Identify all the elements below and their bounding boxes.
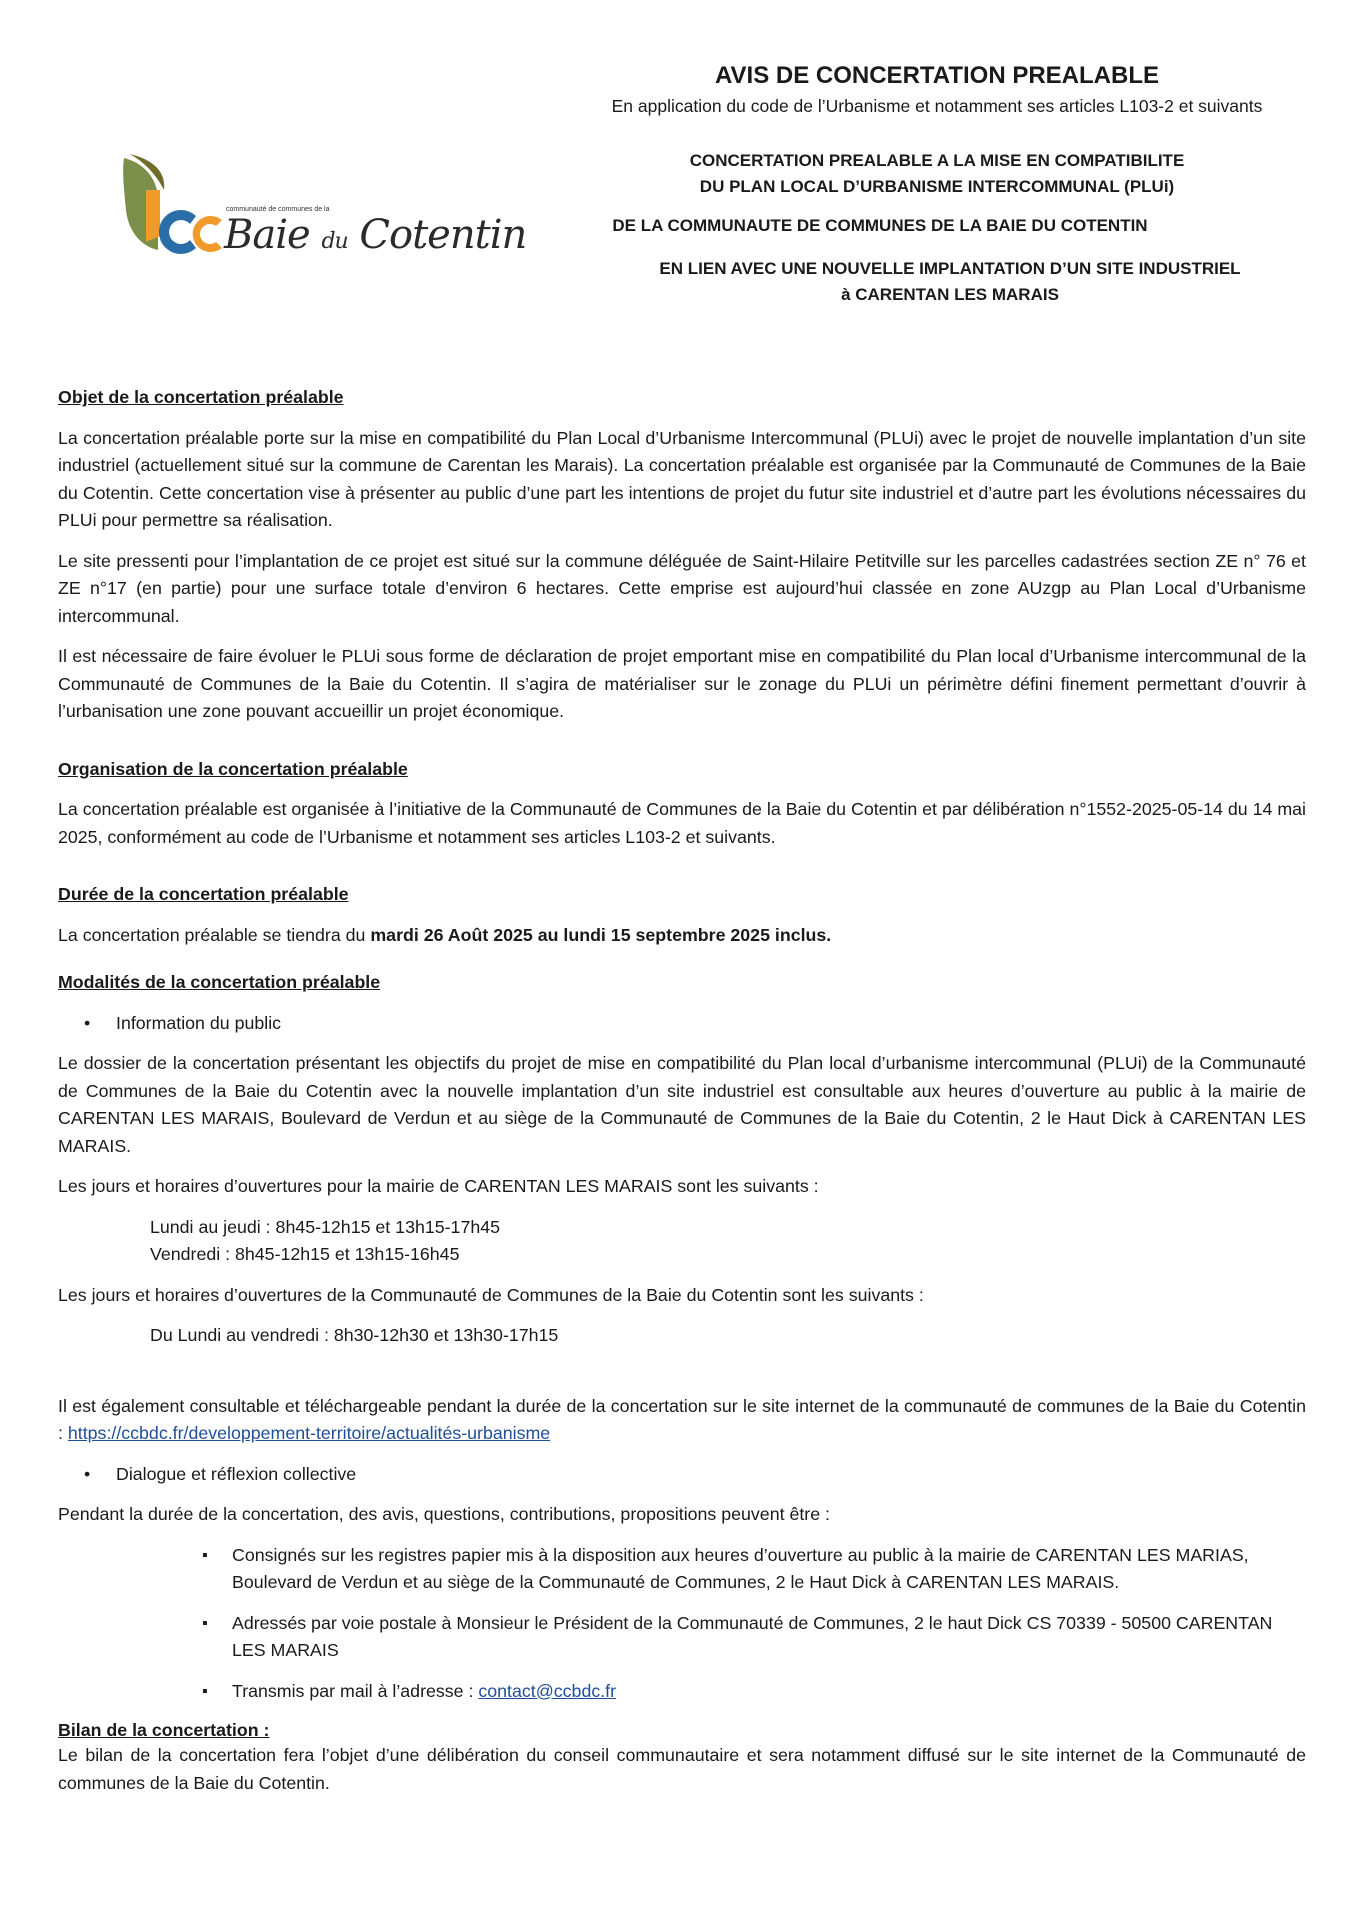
paragraph: Les jours et horaires d’ouvertures de la Communauté de Communes de la Baie du Cotentin sont les suivants : [58, 1284, 924, 1305]
paragraph: Il est également consultable et téléchargeable pendant la durée de la concertation sur le site internet de la communauté de communes de la Baie du Cotentin : https://ccbdc.fr/developpement-territoire/actualités-urbanisme [58, 1395, 1306, 1443]
list-item: ▪ Consignés sur les registres papier mis à la disposition aux heures d’ouverture au public à la mairie de CARENTAN LES MARIAS, Boulevard de Verdun et au siège de la Communauté de Communes, 2 le Haut Dick à CARENTAN LES MARAIS. [58, 1542, 1306, 1597]
logo [118, 150, 527, 270]
concertation-dates: mardi 26 Août 2025 au lundi 15 septembre 2025 inclus. [370, 924, 832, 945]
email-link[interactable]: contact@ccbdc.fr [478, 1680, 617, 1701]
paragraph: Pendant la durée de la concertation, des avis, questions, contributions, propositions peuvent être : [58, 1504, 830, 1524]
logo-small-text: communauté de communes de la [226, 206, 330, 213]
logo-name: Baie du Cotentin [224, 212, 527, 258]
paragraph-duree: La concertation préalable se tiendra du mardi 26 Août 2025 au lundi 15 septembre 2025 inclus. [58, 924, 832, 945]
document-body [58, 384, 1306, 1797]
paragraph: La concertation préalable porte sur la mise en compatibilité du Plan Local d’Urbanisme Intercommunal (PLUi) avec le projet de nouvelle implantation d’un site industriel (actuellement situé sur la commune de Carentan les Marais). La concertation préalable est organisée par la Communauté de Communes de la Baie du Cotentin. Cette concertation vise à présenter au public d’une part les intentions de projet du futur site industriel et d’autre part les évolutions nécessaires du PLUi pour permettre sa réalisation. [58, 427, 1306, 530]
list-item: • Information du public [58, 1010, 1306, 1038]
page-title: AVIS DE CONCERTATION PREALABLE [714, 62, 1159, 89]
paragraph: Les jours et horaires d’ouvertures pour la mairie de CARENTAN LES MARAIS sont les suivants : [58, 1176, 819, 1196]
opening-hours: Lundi au jeudi : 8h45-12h15 et 13h15-17h45 [150, 1216, 500, 1237]
section-heading-organisation: Organisation de la concertation préalable [58, 758, 408, 779]
list-item: ▪ Adressés par voie postale à Monsieur le Président de la Communauté de Communes, 2 le haut Dick CS 70339 - 50500 CARENTAN LES MARAIS [58, 1610, 1306, 1665]
opening-hours: Vendredi : 8h45-12h15 et 13h15-16h45 [150, 1244, 460, 1264]
section-heading-duree: Durée de la concertation préalable [58, 884, 349, 904]
paragraph: La concertation préalable est organisée à l’initiative de la Communauté de Communes de la Baie du Cotentin et par délibération n°1552-2025-05-14 du 14 mai 2025, conformément au code de l’Urbanisme et notamment ses articles L103-2 et suivants. [58, 799, 1306, 847]
logo-mark-icon [118, 150, 228, 268]
page-subtitle: En application du code de l’Urbanisme et notamment ses articles L103-2 et suivants [611, 96, 1263, 116]
header-line-2: DE LA COMMUNAUTE DE COMMUNES DE LA BAIE DU COTENTIN [612, 216, 1148, 235]
section-heading-objet: Objet de la concertation préalable [58, 387, 344, 407]
website-link[interactable]: https://ccbdc.fr/developpement-territoire/actualités-urbanisme [67, 1423, 551, 1443]
section-heading-bilan: Bilan de la concertation : [58, 1720, 270, 1740]
paragraph: Il est nécessaire de faire évoluer le PLUi sous forme de déclaration de projet emportant mise en compatibilité du Plan local d’Urbanisme intercommunal de la Communauté de Communes de la Baie du Cotentin. Il s’agira de matérialiser sur le zonage du PLUi un périmètre défini finement permettant d’ouvrir à l’urbanisation une zone pouvant accueillir un projet économique. [58, 646, 1306, 721]
section-heading-modalites: Modalités de la concertation préalable [58, 972, 381, 992]
header-line-3: EN LIEN AVEC UNE NOUVELLE IMPLANTATION D’UN SITE INDUSTRIEL à CARENTAN LES MARAIS [659, 259, 1241, 304]
opening-hours: Du Lundi au vendredi : 8h30-12h30 et 13h30-17h15 [150, 1325, 559, 1345]
list-item: • Dialogue et réflexion collective [58, 1461, 1306, 1489]
header-line-1: CONCERTATION PREALABLE A LA MISE EN COMPATIBILITE DU PLAN LOCAL D’URBANISME INTERCOMMUNAL (PLUi) [689, 151, 1185, 196]
paragraph: Le site pressenti pour l’implantation de ce projet est situé sur la commune déléguée de Saint-Hilaire Petitville sur les parcelles cadastrées section ZE n° 76 et ZE n°17 (en partie) pour une surface totale d’environ 6 hectares. Cette emprise est aujourd’hui classée en zone AUzgp au Plan Local d’Urbanisme intercommunal. [58, 550, 1306, 626]
paragraph: Le dossier de la concertation présentant les objectifs du projet de mise en compatibilité du Plan local d’urbanisme intercommunal (PLUi) de la Communauté de Communes de la Baie du Cotentin avec la nouvelle implantation d’un site industriel est consultable aux heures d’ouverture au public à la mairie de CARENTAN LES MARAIS, Boulevard de Verdun et au siège de la Communauté de Communes de la Baie du Cotentin, 2 le Haut Dick à CARENTAN LES MARAIS. [58, 1053, 1306, 1156]
list-item: ▪ Transmis par mail à l’adresse : contact@ccbdc.fr [58, 1678, 1306, 1706]
paragraph: Le bilan de la concertation fera l’objet d’une délibération du conseil communautaire et sera notamment diffusé sur le site internet de la Communauté de communes de la Baie du Cotentin. [58, 1745, 1306, 1793]
